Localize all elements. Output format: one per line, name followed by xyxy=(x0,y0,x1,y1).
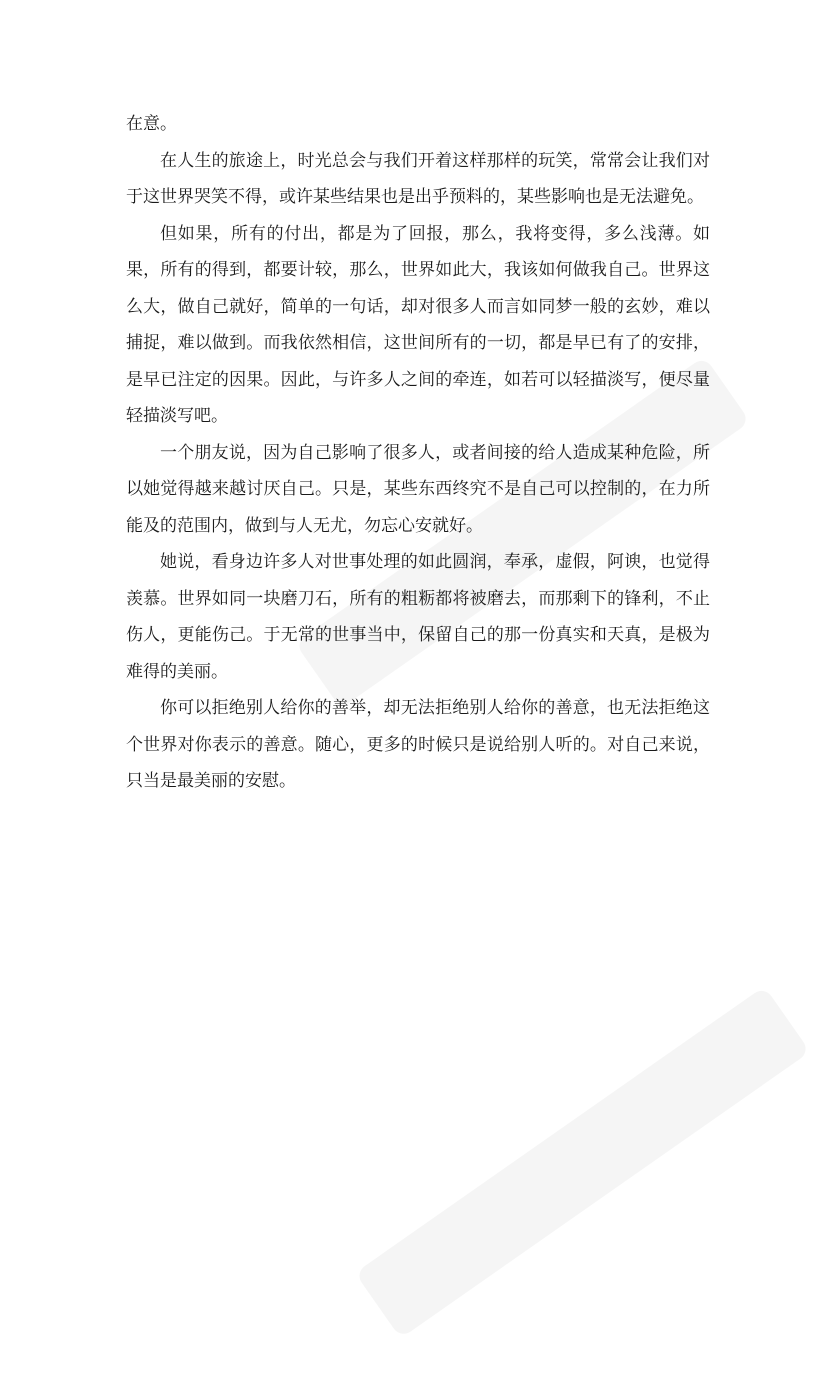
paragraph: 在意。 xyxy=(126,114,177,134)
article-body xyxy=(126,106,710,800)
paragraph: 在人生的旅途上，时光总会与我们开着这样那样的玩笑，常常会让我们对于这世界哭笑不得，或许某些结果也是出乎预料的，某些影响也是无法避免。 xyxy=(126,150,710,207)
paragraph: 一个朋友说，因为自己影响了很多人，或者间接的给人造成某种危险，所以她觉得越来越讨厌自己。只是，某些东西终究不是自己可以控制的，在力所能及的范围内，做到与人无尤，勿忘心安就好。 xyxy=(126,442,710,536)
paragraph: 她说，看身边许多人对世事处理的如此圆润，奉承，虚假，阿谀，也觉得羡慕。世界如同一块磨刀石，所有的粗粝都将被磨去，而那剩下的锋利，不止伤人，更能伤己。于无常的世事当中，保留自己的那一份真实和天真，是极为难得的美丽。 xyxy=(126,552,710,682)
paragraph: 但如果，所有的付出，都是为了回报，那么，我将变得，多么浅薄。如果，所有的得到，都要计较，那么，世界如此大，我该如何做我自己。世界这么大，做自己就好，简单的一句话，却对很多人而言如同梦一般的玄妙，难以捕捉，难以做到。而我依然相信，这世间所有的一切，都是早已有了的安排，是早已注定的因果。因此，与许多人之间的牵连，如若可以轻描淡写，便尽量轻描淡写吧。 xyxy=(126,223,710,426)
paragraph: 你可以拒绝别人给你的善举，却无法拒绝别人给你的善意，也无法拒绝这个世界对你表示的善意。随心，更多的时候只是说给别人听的。对自己来说，只当是最美丽的安慰。 xyxy=(126,698,710,791)
watermark xyxy=(335,964,830,1382)
